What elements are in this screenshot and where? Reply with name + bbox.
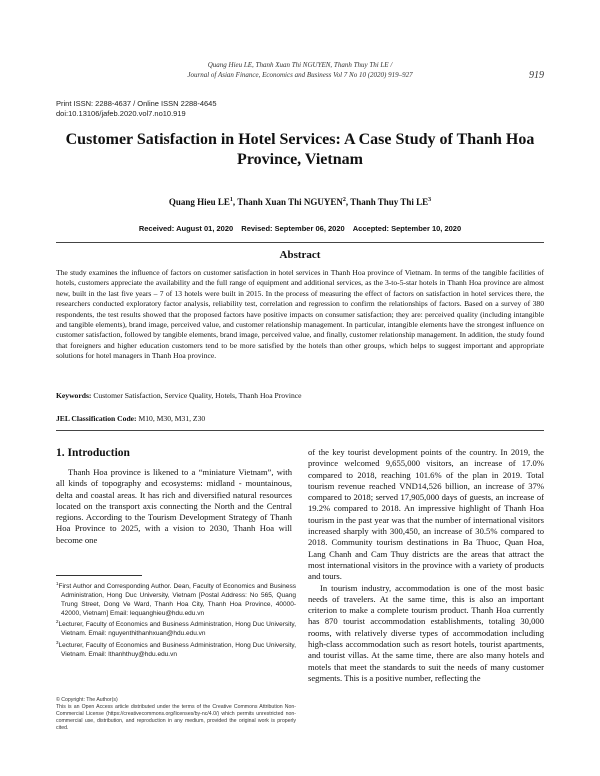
accepted-date: Accepted: September 10, 2020 bbox=[352, 224, 462, 233]
footnote-mark: 1 bbox=[56, 581, 59, 586]
page-number: 919 bbox=[529, 70, 544, 81]
footnote-mark: 3 bbox=[56, 640, 59, 646]
copyright-notice bbox=[56, 697, 296, 732]
section-heading-introduction: 1. Introduction bbox=[56, 447, 130, 459]
license-text: This is an Open Access article distributed under the terms of the Creative Commons Attribution Non-Commercial License (https://creativecommons.org/licenses/by-nc/4.0/) which permits unrestricted non-commercial use, distribution, and reproduction in any medium, provided the original work is properly cited. bbox=[56, 704, 296, 731]
intro-paragraph: of the key tourist development points of the country. In 2019, the province welcomed 9,655,000 visitors, an increase of 17.0% compared to 2018, reaching 101.6% of the plan in 2019. Total tourism revenue reached VND14,526 billion, an increase of 37% compared to 2018; served 17,905,000 days of guests, an increase of 19.2% compared to 2018. An impressive highlight of Thanh Hoa tourism in the past year was that the number of international visitors increased sharply with 300,450, an increase of 30.5% compared to 2018. Community tourism destinations in Ba Thuoc, Quan Hoa, Lang Chanh and Cam Thuy districts are the areas that attract the most international visitors in the province with a variety of products and tours. bbox=[308, 447, 544, 582]
right-column bbox=[308, 447, 544, 684]
paper-title-line-1: Customer Satisfaction in Hotel Services: A Case Study of Thanh Hoa bbox=[65, 131, 535, 148]
issn-line: Print ISSN: 2288-4637 / Online ISSN 2288-4645 bbox=[56, 99, 217, 108]
author-name: Thanh Thuy Thi LE bbox=[350, 197, 429, 207]
paper-title-line-2: Province, Vietnam bbox=[237, 151, 363, 168]
running-header-authors: Quang Hieu LE, Thanh Xuan Thi NGUYEN, Thanh Thuy Thi LE / bbox=[207, 61, 393, 69]
doi-line: doi:10.13106/jafeb.2020.vol7.no10.919 bbox=[56, 109, 186, 118]
abstract-text: The study examines the influence of factors on customer satisfaction in hotel services in Thanh Hoa province of Vietnam. In terms of the tangible facilities of hotels, customers appreciate the availability and the full range of equipment and additional services, as the 3-to-5-star hotels in Thanh Hoa province are almost new, built in the last five years – 7 of 13 hotels were built in 2015. In the process of measuring the effect of factors on satisfaction in hotel services there, the researchers conducted exploratory factor analysis, reliability test, correlation and regression to confirm the relationships of factors. Based on a survey of 380 respondents, the test results showed that the proposed factors have positive impacts on consumer satisfaction; they are: perceived quality (including intangible and tangible elements), brand image, perceived value, and customer relationship management. In particular, intangible elements have the strongest influence on customer satisfaction, followed by tangible elements, brand image, perceived value, and finally, customer relationship management. In addition, the study found that foreigners and higher education customers tend to be more satisfied by the hotels than other groups, which helps to suggest important and appropriate solutions for hotel managers in Thanh Hoa province. bbox=[56, 268, 544, 361]
footnotes bbox=[56, 580, 296, 660]
jel-label: JEL Classification Code: bbox=[56, 414, 137, 423]
intro-paragraph: In tourism industry, accommodation is one of the most basic needs of travelers. At the same time, this is also an important criterion to make a complete tourism product. Thanh Hoa currently has 870 tourist accommodation establishments, totaling 30,000 rooms, with relatively diverse types of accommodation including high-class accommodation such as resort hotels, tourist apartments, and tourist villas. At the same time, there are also many hotels and motels that meet the standards to suit the needs of many customer segments. This is a positive number, reflecting the bbox=[308, 582, 544, 683]
received-date: Received: August 01, 2020 bbox=[138, 224, 234, 233]
divider-bottom bbox=[56, 430, 544, 431]
revised-date: Revised: September 06, 2020 bbox=[241, 224, 345, 233]
footnote-rule bbox=[56, 575, 142, 576]
keywords-label: Keywords: bbox=[56, 391, 92, 400]
copyright-line: © Copyright: The Author(s) bbox=[56, 697, 118, 703]
keywords bbox=[56, 391, 544, 401]
author-list bbox=[56, 197, 544, 207]
jel-classification bbox=[56, 414, 544, 424]
keywords-text: Customer Satisfaction, Service Quality, Hotels, Thanh Hoa Province bbox=[93, 391, 302, 400]
author-affiliation-mark: 2 bbox=[342, 197, 346, 203]
jel-codes: M10, M30, M31, Z30 bbox=[138, 414, 206, 423]
paper-title bbox=[56, 130, 544, 170]
submission-dates bbox=[56, 224, 544, 233]
footnote-text: Lecturer, Faculty of Economics and Business Administration, Hong Duc University, Vietnam. Email: lthanhthuy@hdu.edu.vn bbox=[58, 642, 296, 659]
running-header bbox=[120, 60, 480, 80]
author-affiliation-mark: 1 bbox=[229, 197, 233, 203]
author-separator: , bbox=[232, 197, 238, 207]
author-name: Quang Hieu LE bbox=[168, 197, 230, 207]
footnote-text: Lecturer, Faculty of Economics and Business Administration, Hong Duc University, Vietnam. Email: nguyenthithanhxuan@hdu.edu.vn bbox=[58, 621, 296, 638]
footnote-3 bbox=[56, 639, 296, 660]
footnote-text: First Author and Corresponding Author. Dean, Faculty of Economics and Business Administration, Hong Duc University, Vietnam [Postal Address: No 565, Quang Trung Street, Dong Ve Ward, Thanh Hoa City, Thanh Hoa Province, 40000-42000, Vietnam] Email: lequanghieu@hdu.edu.vn bbox=[58, 583, 296, 617]
issn-block bbox=[56, 99, 217, 119]
footnote-1 bbox=[56, 580, 296, 618]
footnote-mark: 2 bbox=[56, 619, 59, 625]
author-affiliation-mark: 3 bbox=[428, 197, 432, 203]
abstract-heading: Abstract bbox=[279, 249, 321, 261]
divider-top bbox=[56, 242, 544, 243]
left-column bbox=[56, 467, 292, 546]
author-name: Thanh Xuan Thi NGUYEN bbox=[237, 197, 343, 207]
footnote-2 bbox=[56, 618, 296, 639]
running-header-journal: Journal of Asian Finance, Economics and Business Vol 7 No 10 (2020) 919–927 bbox=[187, 71, 413, 79]
author-separator: , bbox=[345, 197, 351, 207]
intro-paragraph: Thanh Hoa province is likened to a “miniature Vietnam”, with all kinds of topography and ecosystems: midland - mountainous, delta and coastal areas. It has rich and diversified natural resources located on the transport axis connecting the North and the Central regions. According to the Tourism Development Strategy of Thanh Hoa Province to 2025, with a vision to 2030, Thanh Hoa will become one bbox=[56, 467, 292, 545]
